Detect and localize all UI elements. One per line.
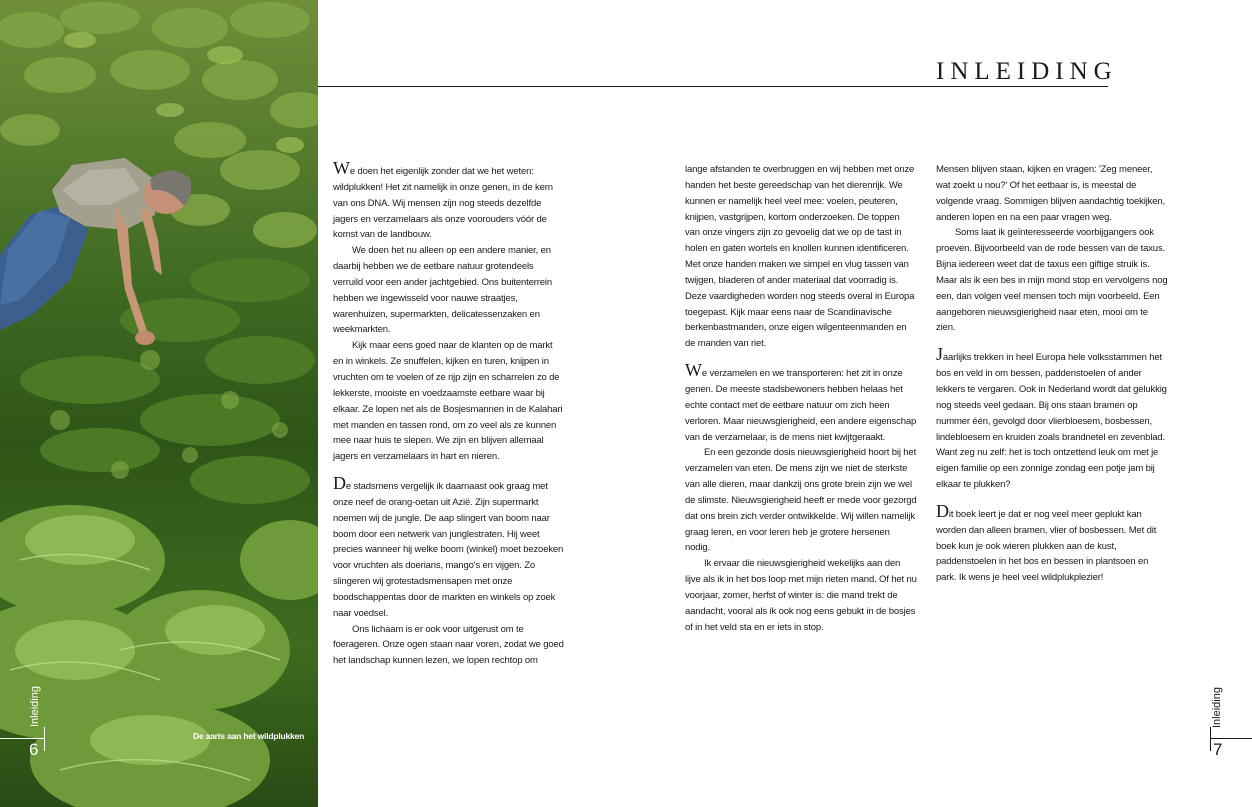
drop-initial: J (936, 344, 943, 365)
chapter-title: INLEIDING (936, 58, 1118, 85)
wildplukker-photo (0, 0, 318, 807)
text-column-1 (333, 158, 565, 669)
paragraph: En een gezonde dosis nieuwsgierigheid hoort bij het verzamelen van eten. De mens zijn we niet de sterkste van alle dieren, maar dankzij ons grote brein zijn we wel de slimste. Nieuwsgierigheid heeft er mede voor gezorgd dat ons brein zich verder ontwikkelde. Wij willen namelijk graag leren, en voor leren heb je grotere hersenen nodig. (685, 447, 917, 554)
paragraph: We doen het nu alleen op een andere manier, en daarbij hebben we de eetbare natuur grotendeels verruild voor een ander jachtgebied. Ons buitenterrein hebben we ingewisseld voor nauwe straatjes, warenhuizen, supermarkten, delicatessenzaken en weekmarkten. (333, 245, 552, 336)
drop-initial: W (685, 360, 702, 381)
photo-caption: De aarts aan het wildplukken (193, 731, 305, 741)
footer-tick-left (44, 727, 45, 751)
running-head-left: Inleiding (29, 686, 41, 727)
paragraph: lange afstanden te overbruggen en wij hebben met onze handen het beste gereedschap van het dierenrijk. We kunnen er namelijk heel veel mee: voelen, peuteren, knijpen, vastgrijpen, kortom onderzoeken. De toppen van onze vingers zijn zo gevoelig dat we op de tast in holen en gaten wortels en knollen kunnen identificeren. Met onze handen maken we simpel en vlug tassen van twijgen, bladeren of ander materiaal dat voorradig is. Deze vaardigheden worden nog steeds overal in Europa toegepast. Kijk maar eens naar de Scandinavische berkenbastmanden, onze eigen wilgenteenmanden en de manden van riet. (685, 164, 915, 350)
footer-rule-right (1210, 738, 1252, 739)
title-rule (318, 86, 1108, 87)
drop-initial: D (936, 500, 949, 521)
paragraph: Ik ervaar die nieuwsgierigheid wekelijks aan den lijve als ik in het bos loop met mijn rieten mand. Of het nu voorjaar, zomer, herfst of winter is: die mand trekt de aandacht, vooral als ik ook nog eens gebukt in de bosjes of in het veld sta en er iets in stop. (685, 558, 917, 633)
paragraph: Dit boek leert je dat er nog veel meer geplukt kan worden dan alleen bramen, vlier of bosbessen. Met dit boek kun je ook wieren plukken aan de kust, paddenstoelen in het bos en bessen in plantsoen en park. Ik wens je heel veel wildplukplezier! (936, 500, 1157, 584)
footer-rule-left (0, 738, 44, 739)
page-number-right: 7 (1213, 740, 1223, 759)
paragraph: We doen het eigenlijk zonder dat we het weten: wildplukken! Het zit namelijk in onze genen, in de kern van ons DNA. Wij mensen zijn nog steeds dezelfde jagers en verzamelaars als onze voorouders vóór de komst van de landbouw. (333, 158, 553, 241)
paragraph: Jaarlijks trekken in heel Europa hele volksstammen het bos en veld in om bessen, paddenstoelen of ander lekkers te vergaren. Ook in Nederland wordt dat gelukkig nog steeds veel gedaan. Bij ons staan bramen op nummer één, gevolgd door vlierbloesem, bosbessen, lindebloesem en kruiden zoals brandnetel en zevenblad. Want zeg nu zelf: het is toch ontzettend leuk om met je eigen familie op een zonnige zondag een potje jam bij elkaar te plukken? (936, 344, 1167, 491)
paragraph: Soms laat ik geïnteresseerde voorbijgangers ook proeven. Bijvoorbeeld van de rode bessen van de taxus. Bijna iedereen weet dat de taxus een giftige struik is. Maar als ik een bes in mijn mond stop en vervolgens nog een, dan volgen veel mensen toch mijn voorbeeld. Een aangeboren nieuwsgierigheid naar eten, mooi om te zien. (936, 227, 1168, 334)
drop-initial: D (333, 473, 346, 494)
text-column-3 (936, 162, 1168, 586)
paragraph: De stadsmens vergelijk ik daarnaast ook graag met onze neef de orang-oetan uit Azië. Zijn supermarkt noemen wij de jungle. De aap slingert van boom naar boom door een netwerk van junglestraten. Hij weet precies wanneer hij welke boom (winkel) moet bezoeken voor vruchten als doerians, mango's en vijgen. Zo slingeren wij grotestadsmensapen met onze boodschappentas door de markten en winkels op zoek naar voedsel. (333, 473, 564, 619)
running-head-right: Inleiding (1211, 687, 1223, 728)
text-column-2 (685, 162, 917, 635)
paragraph: We verzamelen en we transporteren: het zit in onze genen. De meeste stadsbewoners hebben helaas het echte contact met de eetbare natuur om zich heen verloren. Maar nieuwsgierigheid, een andere eigenschap van de verzamelaar, is de mens niet kwijtgeraakt. (685, 360, 917, 443)
page-number-left: 6 (29, 740, 39, 759)
footer-tick-right (1210, 727, 1211, 751)
drop-initial: W (333, 158, 350, 178)
paragraph: Mensen blijven staan, kijken en vragen: 'Zeg meneer, wat zoekt u nou?' Of het eetbaar is, is meestal de volgende vraag. Sommigen blijven aandachtig toekijken, anderen lopen en na een paar vragen weg. (936, 164, 1166, 223)
cover-photo (0, 0, 318, 807)
paragraph: Ons lichaam is er ook voor uitgerust om te foerageren. Onze ogen staan naar voren, zodat we goed het landschap kunnen lezen, we lopen rechtop om (333, 623, 564, 667)
paragraph: Kijk maar eens goed naar de klanten op de markt en in winkels. Ze snuffelen, kijken en turen, knijpen in vruchten om te voelen of ze rijp zijn en scharrelen zo de lekkerste, mooiste en voedzaamste eetbare waar bij elkaar. Ze lopen net als de Bosjesmannen in de Kalahari met manden en tassen rond, om zo veel als ze kunnen mee naar huis te slepen. We zijn en blijven allemaal jagers en verzamelaars in hart en nieren. (333, 340, 563, 463)
